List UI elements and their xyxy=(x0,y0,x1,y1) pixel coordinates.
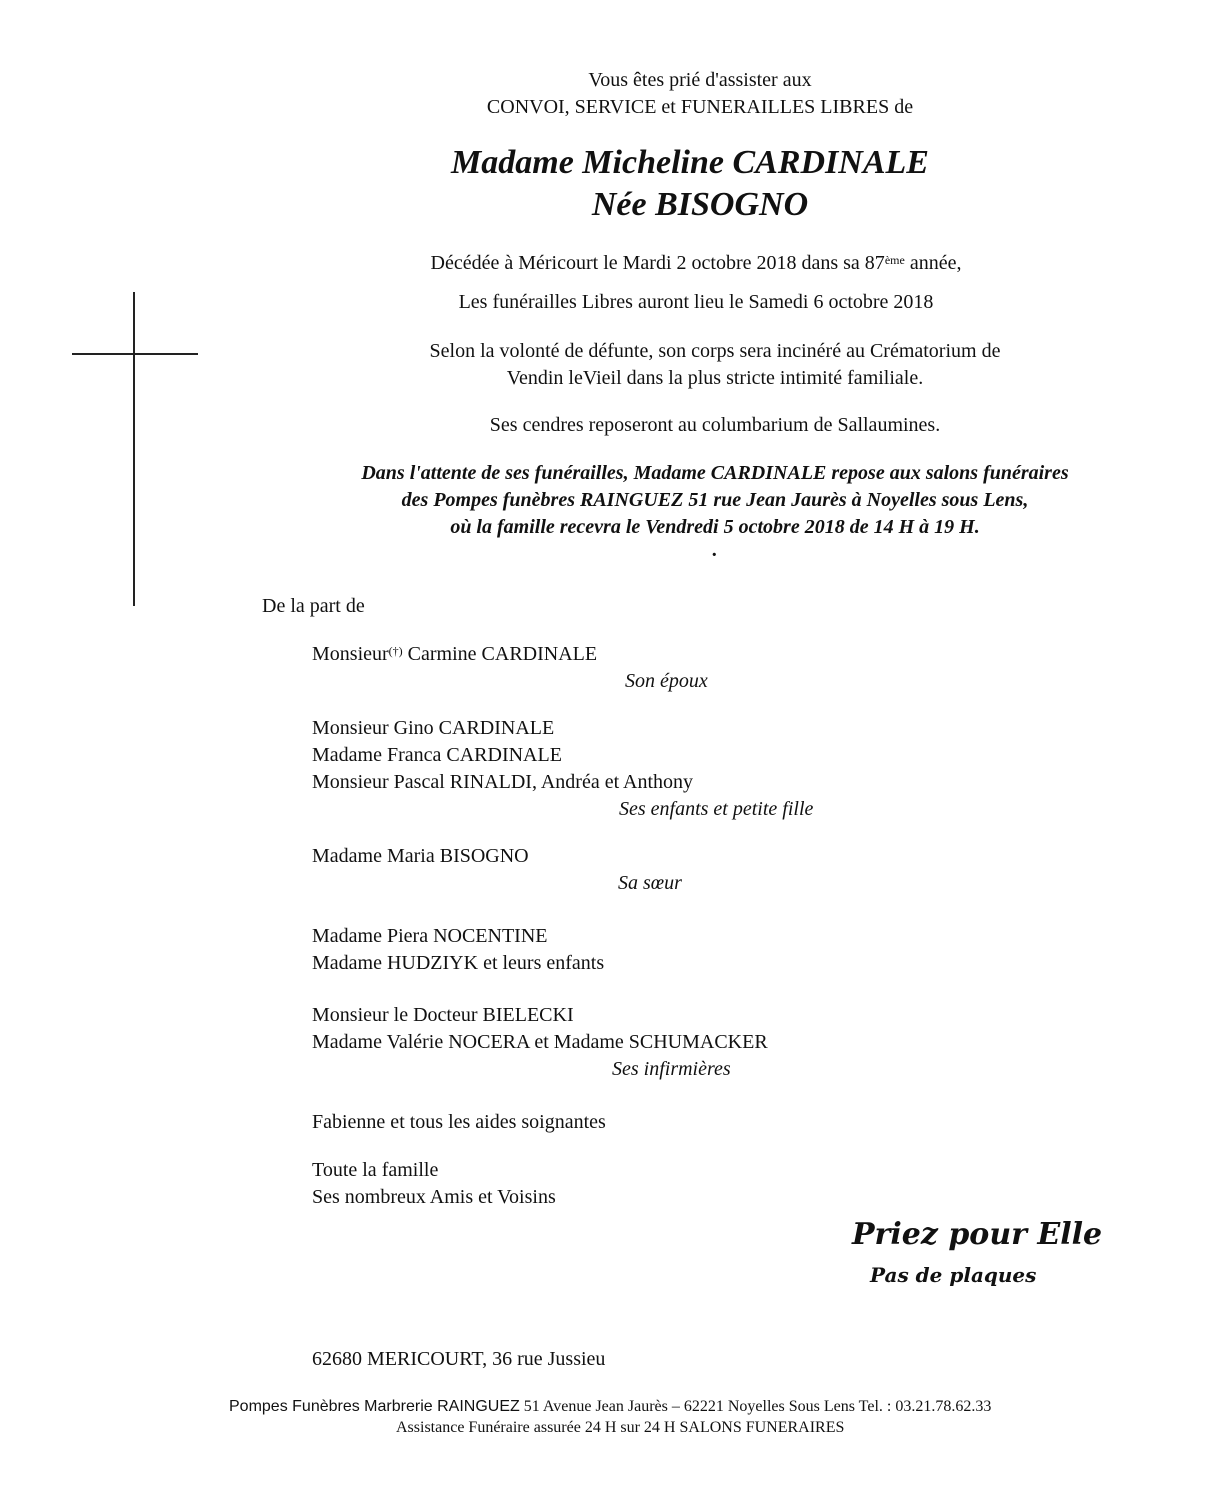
family-line: Madame Piera NOCENTINE xyxy=(312,925,548,947)
footer-company: Pompes Funèbres Marbrerie RAINGUEZ xyxy=(229,1398,520,1415)
death-text-end: année, xyxy=(904,252,962,274)
deceased-marker: (†) xyxy=(388,644,403,658)
relation-label: Ses infirmières xyxy=(612,1058,731,1080)
funeral-date: Les funérailles Libres auront lieu le Samedi 6 octobre 2018 xyxy=(458,291,934,313)
ordinal-suffix: ème xyxy=(884,253,905,267)
invitation-line-2: CONVOI, SERVICE et FUNERAILLES LIBRES de xyxy=(486,96,914,118)
family-address: 62680 MERICOURT, 36 rue Jussieu xyxy=(312,1348,606,1370)
rest-line-1: Dans l'attente de ses funérailles, Madame CARDINALE repose aux salons funéraires xyxy=(361,462,1069,484)
cross-vertical-bar xyxy=(133,292,135,606)
family-line: Madame HUDZIYK et leurs enfants xyxy=(312,952,605,974)
invitation-line-1: Vous êtes prié d'assister aux xyxy=(588,69,812,91)
family-line: Fabienne et tous les aides soignantes xyxy=(312,1111,606,1133)
family-line: Madame Franca CARDINALE xyxy=(312,744,562,766)
family-line: Toute la famille xyxy=(312,1159,439,1181)
family-line: Monsieur Gino CARDINALE xyxy=(312,717,555,739)
family-title: Monsieur xyxy=(312,643,389,665)
family-line: Ses nombreux Amis et Voisins xyxy=(312,1186,556,1208)
deceased-maiden-name: Née BISOGNO xyxy=(591,186,809,223)
rest-dot: . xyxy=(712,539,718,561)
cremation-line-1: Selon la volonté de défunte, son corps sera incinéré au Crématorium de xyxy=(429,340,1001,362)
rest-line-2: des Pompes funèbres RAINGUEZ 51 rue Jean Jaurès à Noyelles sous Lens, xyxy=(401,489,1029,511)
prayer-text: Priez pour Elle xyxy=(852,1217,1103,1252)
footer-line-1 xyxy=(229,1396,991,1417)
ashes-note: Ses cendres reposeront au columbarium de Sallaumines. xyxy=(489,414,941,436)
death-announcement xyxy=(296,250,1096,277)
relation-label: Ses enfants et petite fille xyxy=(619,798,814,820)
cremation-line-2: Vendin leVieil dans la plus stricte intimité familiale. xyxy=(506,367,924,389)
family-line: Madame Maria BISOGNO xyxy=(312,845,529,867)
no-plaques-text: Pas de plaques xyxy=(870,1263,1037,1287)
rest-line-3: où la famille recevra le Vendredi 5 octobre 2018 de 14 H à 19 H. xyxy=(450,516,980,538)
relation-label: Son époux xyxy=(625,670,708,692)
family-name: Carmine CARDINALE xyxy=(407,643,598,665)
family-line: Monsieur le Docteur BIELECKI xyxy=(312,1004,574,1026)
family-line xyxy=(312,641,597,668)
footer-line-2: Assistance Funéraire assurée 24 H sur 24 H SALONS FUNERAIRES xyxy=(396,1419,845,1436)
family-line: Monsieur Pascal RINALDI, Andréa et Anthony xyxy=(312,771,694,793)
cross-horizontal-bar xyxy=(72,353,198,355)
deceased-name: Madame Micheline CARDINALE xyxy=(451,144,929,181)
relation-label: Sa sœur xyxy=(618,872,682,894)
death-text: Décédée à Méricourt le Mardi 2 octobre 2018 dans sa 87 xyxy=(430,252,885,274)
family-line: Madame Valérie NOCERA et Madame SCHUMACKER xyxy=(312,1031,768,1053)
family-intro: De la part de xyxy=(262,595,365,617)
footer-address-phone: 51 Avenue Jean Jaurès – 62221 Noyelles Sous Lens Tel. : 03.21.78.62.33 xyxy=(519,1398,992,1415)
